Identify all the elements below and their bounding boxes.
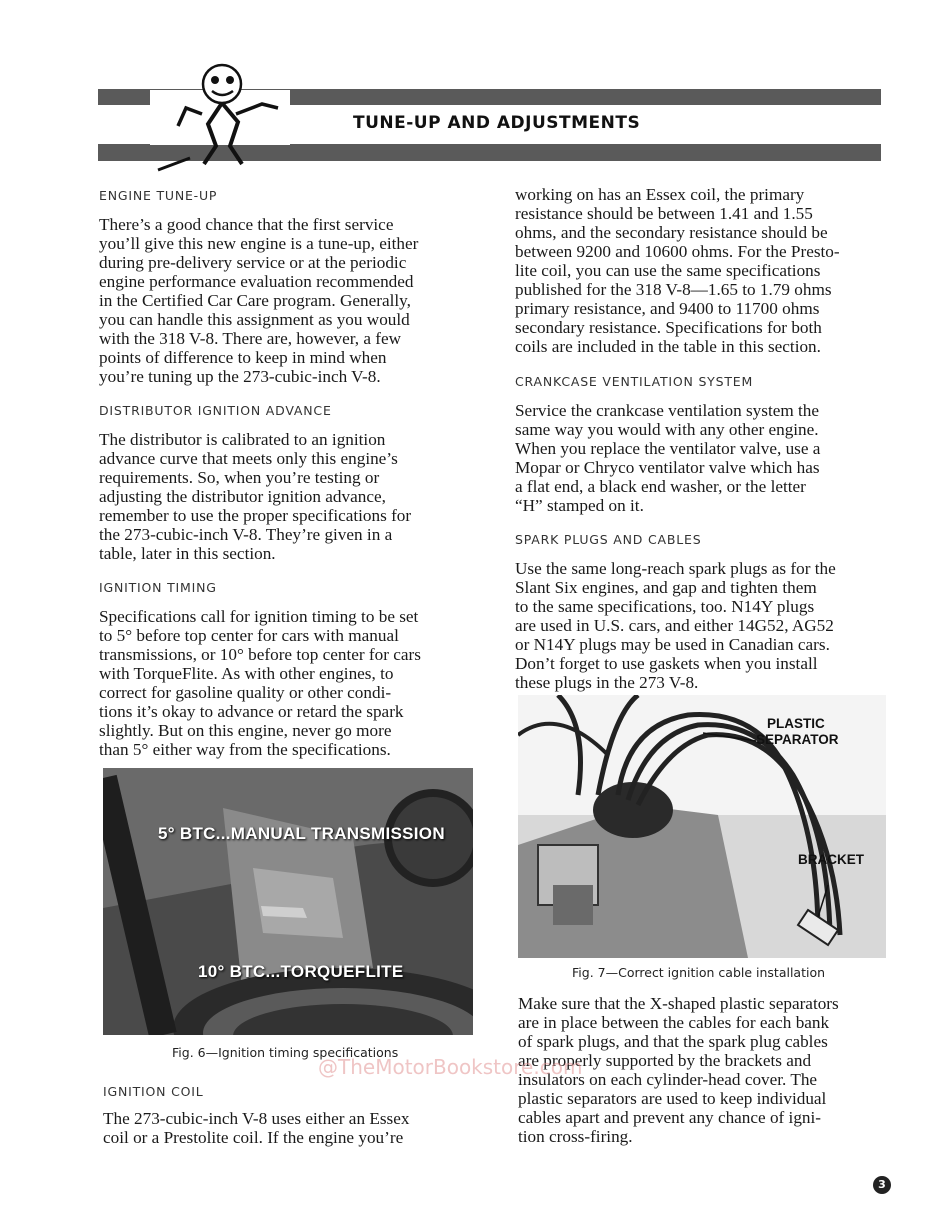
heading-ignition-timing: IGNITION TIMING	[99, 580, 217, 595]
text-line: primary resistance, and 9400 to 11700 ohms	[515, 299, 820, 318]
text-line: are properly supported by the brackets and	[518, 1051, 812, 1070]
heading-spark-plugs: SPARK PLUGS AND CABLES	[515, 532, 702, 547]
paragraph-ignition-timing	[99, 607, 469, 759]
text-line: a flat end, a black end washer, or the letter	[515, 477, 806, 496]
text-line: The 273-cubic-inch V-8 uses either an Essex	[103, 1109, 410, 1128]
callout-separator: SEPARATOR	[756, 732, 839, 747]
text-line: these plugs in the 273 V-8.	[515, 673, 699, 692]
text-line: Use the same long-reach spark plugs as for the	[515, 559, 836, 578]
figure-7-photo	[518, 695, 886, 958]
paragraph-spark-plugs	[515, 559, 885, 692]
text-line: insulators on each cylinder-head cover. The	[518, 1070, 818, 1089]
heading-distributor: DISTRIBUTOR IGNITION ADVANCE	[99, 403, 332, 418]
text-line: you’re tuning up the 273-cubic-inch V-8.	[99, 367, 381, 386]
text-line: Service the crankcase ventilation system the	[515, 401, 820, 420]
text-line: plastic separators are used to keep individual	[518, 1089, 827, 1108]
text-line: coil or a Prestolite coil. If the engine you’re	[103, 1128, 404, 1147]
page-number: 3	[873, 1176, 891, 1194]
text-line: tions it’s okay to advance or retard the spark	[99, 702, 404, 721]
page-title: TUNE-UP AND ADJUSTMENTS	[353, 113, 641, 133]
paragraph-ignition-coil	[103, 1109, 473, 1147]
text-line: engine performance evaluation recommended	[99, 272, 414, 291]
heading-engine-tuneup: ENGINE TUNE-UP	[99, 188, 218, 203]
mascot-logo	[150, 62, 290, 172]
left-column-bottom	[103, 1084, 473, 1147]
text-line: are used in U.S. cars, and either 14G52, AG52	[515, 616, 834, 635]
text-line: working on has an Essex coil, the primary	[515, 185, 805, 204]
text-line: slightly. But on this engine, never go more	[99, 721, 392, 740]
right-column	[515, 185, 885, 692]
callout-plastic: PLASTIC	[767, 716, 825, 731]
text-line: “H” stamped on it.	[515, 496, 644, 515]
paragraph-distributor	[99, 430, 469, 563]
text-line: or N14Y plugs may be used in Canadian cars.	[515, 635, 830, 654]
text-line: in the Certified Car Care program. Generally,	[99, 291, 411, 310]
engine-timing-illustration	[103, 768, 473, 1035]
text-line: Don’t forget to use gaskets when you install	[515, 654, 818, 673]
text-line: ohms, and the secondary resistance should be	[515, 223, 828, 242]
text-line: coils are included in the table in this section.	[515, 337, 821, 356]
text-line: to the same specifications, too. N14Y plugs	[515, 597, 815, 616]
timing-label-manual: 5° BTC...MANUAL TRANSMISSION	[158, 824, 445, 843]
text-line: resistance should be between 1.41 and 1.55	[515, 204, 813, 223]
text-line: transmissions, or 10° before top center for cars	[99, 645, 421, 664]
paragraph-crankcase	[515, 401, 885, 515]
text-line: of spark plugs, and that the spark plug cables	[518, 1032, 828, 1051]
text-line: requirements. So, when you’re testing or	[99, 468, 380, 487]
text-line: points of difference to keep in mind when	[99, 348, 387, 367]
left-column	[99, 186, 469, 759]
text-line: Make sure that the X-shaped plastic separators	[518, 994, 839, 1013]
text-line: than 5° either way from the specifications.	[99, 740, 391, 759]
paragraph-engine-tuneup	[99, 215, 469, 386]
text-line: to 5° before top center for cars with manual	[99, 626, 399, 645]
text-line: correct for gasoline quality or other condi-	[99, 683, 392, 702]
text-line: you can handle this assignment as you would	[99, 310, 410, 329]
text-line: The distributor is calibrated to an ignition	[99, 430, 386, 449]
text-line: with the 318 V-8. There are, however, a few	[99, 329, 402, 348]
text-line: There’s a good chance that the first service	[99, 215, 394, 234]
figure-7-caption: Fig. 7—Correct ignition cable installation	[572, 965, 826, 980]
text-line: lite coil, you can use the same specifications	[515, 261, 821, 280]
text-line: the 273-cubic-inch V-8. They’re given in a	[99, 525, 393, 544]
text-line: during pre-delivery service or at the periodic	[99, 253, 407, 272]
heading-ignition-coil: IGNITION COIL	[103, 1084, 204, 1099]
text-line: remember to use the proper specifications for	[99, 506, 412, 525]
timing-label-torqueflite: 10° BTC...TORQUEFLITE	[198, 962, 404, 981]
text-line: between 9200 and 10600 ohms. For the Presto-	[515, 242, 840, 261]
text-line: cables apart and prevent any chance of igni-	[518, 1108, 822, 1127]
watermark: @TheMotorBookstore.com	[318, 1055, 583, 1079]
text-line: tion cross-firing.	[518, 1127, 633, 1146]
text-line: with TorqueFlite. As with other engines, to	[99, 664, 394, 683]
callout-bracket: BRACKET	[798, 852, 864, 867]
text-line: secondary resistance. Specifications for both	[515, 318, 822, 337]
text-line: Specifications call for ignition timing to be set	[99, 607, 419, 626]
text-line: same way you would with any other engine.	[515, 420, 819, 439]
figure-6-photo	[103, 768, 473, 1035]
text-line: advance curve that meets only this engine’s	[99, 449, 398, 468]
heading-crankcase: CRANKCASE VENTILATION SYSTEM	[515, 374, 754, 389]
text-line: Mopar or Chryco ventilator valve which has	[515, 458, 820, 477]
text-line: table, later in this section.	[99, 544, 276, 563]
paragraph-coil-continued	[515, 185, 885, 356]
text-line: are in place between the cables for each bank	[518, 1013, 830, 1032]
text-line: you’ll give this new engine is a tune-up, either	[99, 234, 419, 253]
text-line: When you replace the ventilator valve, use a	[515, 439, 821, 458]
text-line: adjusting the distributor ignition advance,	[99, 487, 386, 506]
text-line: Slant Six engines, and gap and tighten them	[515, 578, 817, 597]
text-line: published for the 318 V-8—1.65 to 1.79 ohms	[515, 280, 832, 299]
figure-6-caption: Fig. 6—Ignition timing specifications	[172, 1045, 399, 1060]
